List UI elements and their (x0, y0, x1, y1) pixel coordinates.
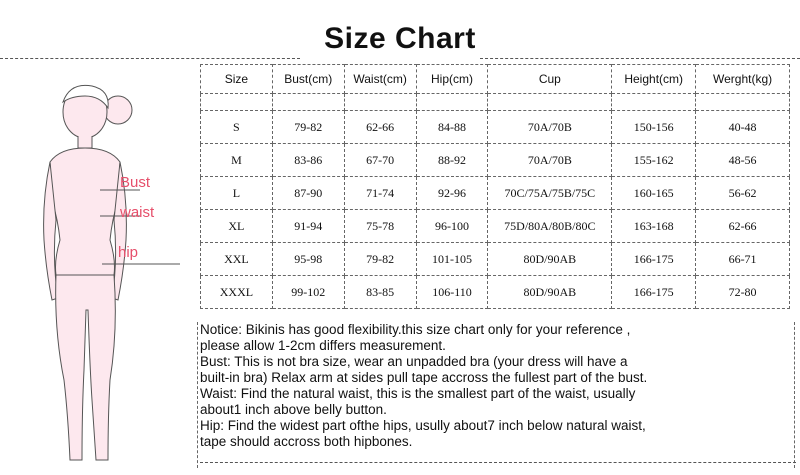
table-cell: 88-92 (416, 144, 488, 177)
header-size: Size (201, 65, 273, 94)
table-cell: 99-102 (272, 276, 344, 309)
table-cell: 87-90 (272, 177, 344, 210)
header-waist: Waist(cm) (344, 65, 416, 94)
bust-note: built-in bra) Relax arm at sides pull tape accross the fullest part of the bust. (200, 370, 648, 385)
bust-label: Bust (120, 174, 151, 191)
divider (197, 322, 198, 468)
table-cell: 40-48 (696, 111, 790, 144)
hip-label: hip (118, 244, 139, 261)
waist-note: Waist: Find the natural waist, this is the smallest part of the waist, usually (200, 386, 636, 401)
table-cell: XXXL (201, 276, 273, 309)
waist-note: about1 inch above belly button. (200, 402, 387, 417)
header-cup: Cup (488, 65, 612, 94)
notice-line: please allow 1-2cm differs measurement. (200, 338, 446, 353)
header-bust: Bust(cm) (272, 65, 344, 94)
table-cell: 83-86 (272, 144, 344, 177)
divider (200, 462, 796, 463)
table-cell: 56-62 (696, 177, 790, 210)
bust-note: Bust: This is not bra size, wear an unpadded bra (your dress will have a (200, 354, 628, 369)
waist-label: waist (120, 204, 155, 221)
divider (0, 58, 300, 59)
table-cell: 92-96 (416, 177, 488, 210)
size-table (200, 64, 790, 309)
title-area (0, 8, 800, 58)
table-cell: 71-74 (344, 177, 416, 210)
table-cell: 80D/90AB (488, 276, 612, 309)
table-cell: 80D/90AB (488, 243, 612, 276)
table-cell: 166-175 (612, 243, 696, 276)
table-cell: L (201, 177, 273, 210)
table-cell: 70A/70B (488, 111, 612, 144)
body-figure (30, 70, 195, 470)
page-title: Size Chart (324, 22, 476, 55)
header-hip: Hip(cm) (416, 65, 488, 94)
table-cell: 150-156 (612, 111, 696, 144)
table-cell: 66-71 (696, 243, 790, 276)
table-cell: 72-80 (696, 276, 790, 309)
table-cell: XL (201, 210, 273, 243)
table-row (201, 144, 790, 177)
table-cell: 160-165 (612, 177, 696, 210)
table-cell: 83-85 (344, 276, 416, 309)
table-cell: 155-162 (612, 144, 696, 177)
table-cell: 75D/80A/80B/80C (488, 210, 612, 243)
table-row (201, 243, 790, 276)
table-row (201, 177, 790, 210)
table-spacer-row (201, 94, 790, 111)
divider (480, 58, 800, 59)
table-cell: 96-100 (416, 210, 488, 243)
table-cell: 163-168 (612, 210, 696, 243)
hip-note: Hip: Find the widest part ofthe hips, usully about7 inch below natural waist, (200, 418, 646, 433)
table-row (201, 210, 790, 243)
table-cell: 62-66 (696, 210, 790, 243)
table-cell: 84-88 (416, 111, 488, 144)
body-silhouette-icon (30, 70, 195, 470)
header-height: Height(cm) (612, 65, 696, 94)
table-row (201, 276, 790, 309)
table-cell: M (201, 144, 273, 177)
table-cell: XXL (201, 243, 273, 276)
table-cell: 106-110 (416, 276, 488, 309)
table-cell: 48-56 (696, 144, 790, 177)
table-cell: 166-175 (612, 276, 696, 309)
table-cell: 70A/70B (488, 144, 612, 177)
table-cell: S (201, 111, 273, 144)
table-cell: 67-70 (344, 144, 416, 177)
notice-line: Notice: Bikinis has good flexibility.this size chart only for your reference , (200, 322, 631, 337)
notes-section (200, 322, 796, 450)
table-row (201, 111, 790, 144)
table-cell: 91-94 (272, 210, 344, 243)
table-cell: 79-82 (344, 243, 416, 276)
header-weight: Werght(kg) (696, 65, 790, 94)
table-header-row (201, 65, 790, 94)
table-cell: 62-66 (344, 111, 416, 144)
table-cell: 79-82 (272, 111, 344, 144)
table-cell: 75-78 (344, 210, 416, 243)
table-cell: 101-105 (416, 243, 488, 276)
table-cell: 95-98 (272, 243, 344, 276)
hip-note: tape should accross both hipbones. (200, 434, 413, 449)
table-cell: 70C/75A/75B/75C (488, 177, 612, 210)
